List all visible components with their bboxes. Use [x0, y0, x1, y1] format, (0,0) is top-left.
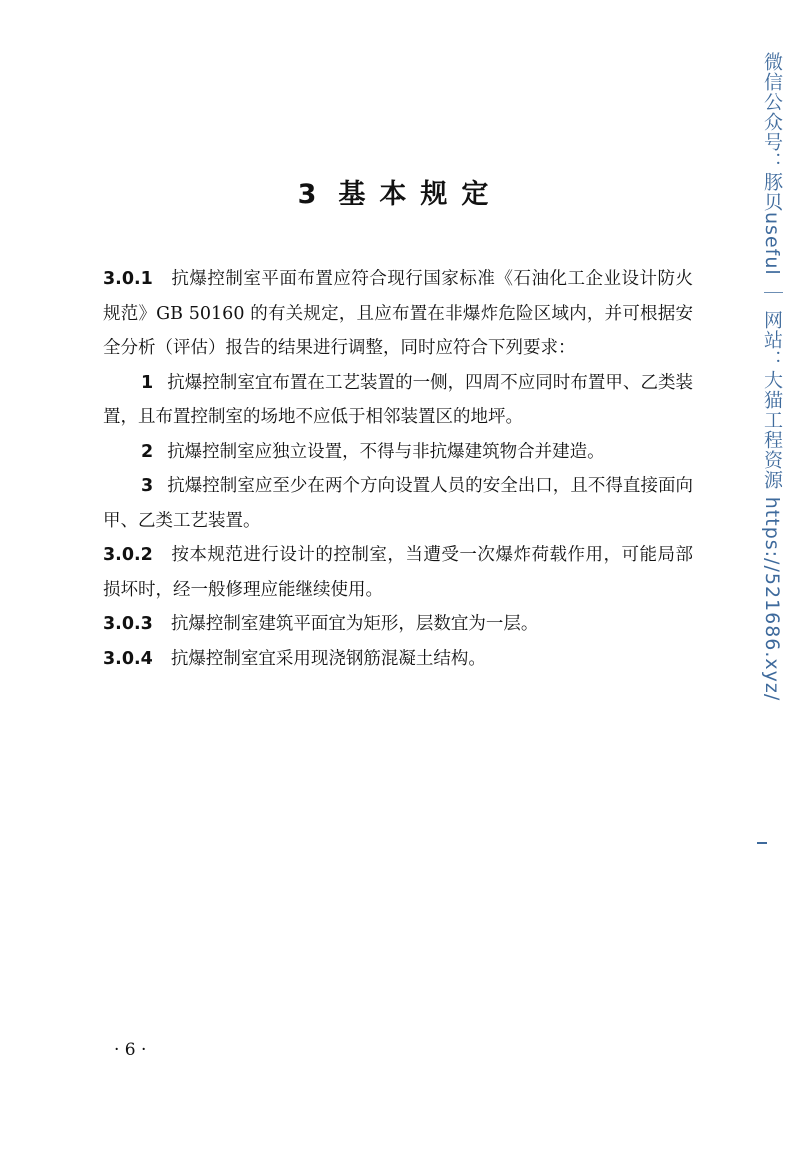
- item-text: 抗爆控制室宜布置在工艺装置的一侧，四周不应同时布置甲、乙类装置，且布置控制室的场地不应低于相邻装置区的地坪。: [103, 372, 693, 427]
- chapter-number: 3: [297, 179, 317, 210]
- list-item: [103, 435, 693, 470]
- clause-text: 抗爆控制室建筑平面宜为矩形，层数宜为一层。: [170, 614, 539, 634]
- item-number: 1: [141, 372, 154, 393]
- page-number: · 6 ·: [114, 1040, 147, 1060]
- clause-3-0-3: [103, 607, 693, 642]
- scan-edge-mark: [757, 842, 767, 844]
- chapter-title-text: 基本规定: [338, 179, 503, 210]
- clause-number: 3.0.3: [103, 614, 153, 634]
- clause-text: 按本规范进行设计的控制室，当遭受一次爆炸荷载作用，可能局部损坏时，经一般修理应能继续使用。: [103, 545, 693, 600]
- clause-3-0-2: [103, 538, 693, 607]
- body-text: [103, 262, 693, 676]
- clause-text: 抗爆控制室平面布置应符合现行国家标准《石油化工企业设计防火规范》GB 50160 的有关规定，且应布置在非爆炸危险区域内，并可根据安全分析（评估）报告的结果进行调整，同时应符合下列要求：: [103, 269, 693, 358]
- clause-3-0-1: [103, 262, 693, 366]
- item-text: 抗爆控制室应独立设置，不得与非抗爆建筑物合并建造。: [167, 441, 605, 462]
- clause-number: 3.0.2: [103, 545, 153, 565]
- item-number: 2: [141, 441, 154, 462]
- clause-3-0-4: [103, 642, 693, 677]
- watermark-text: 微信公众号：豚贝useful ｜ 网站：大猫工程资源 https://521686.xyz/: [761, 52, 783, 702]
- item-number: 3: [141, 476, 154, 496]
- clause-number: 3.0.4: [103, 648, 153, 669]
- list-item: [103, 366, 693, 435]
- chapter-title: [0, 172, 800, 211]
- clause-number: 3.0.1: [103, 269, 153, 289]
- item-text: 抗爆控制室应至少在两个方向设置人员的安全出口，且不得直接面向甲、乙类工艺装置。: [103, 476, 693, 531]
- clause-text: 抗爆控制室宜采用现浇钢筋混凝土结构。: [170, 648, 486, 669]
- list-item: [103, 469, 693, 538]
